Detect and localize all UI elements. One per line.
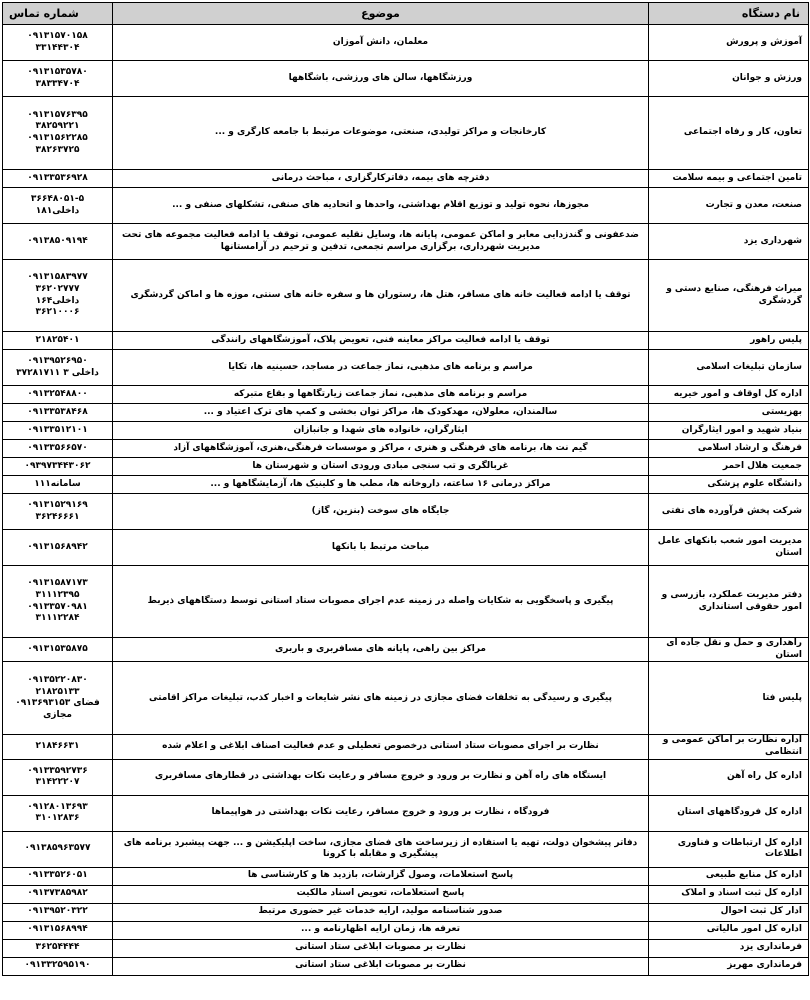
subject-cell: کارخانجات و مراکز تولیدی، صنعتی، موضوعات مرتبط با جامعه کارگری و ... [113, 97, 649, 170]
subject-cell: ایستگاه های راه آهن و نظارت بر ورود و خروج مسافر و رعایت نکات بهداشتی در قطارهای مسافربری [113, 759, 649, 795]
subject-cell: گیم نت ها، برنامه های فرهنگی و هنری ، مراکز و موسسات فرهنگی،هنری، آموزشگاههای آزاد [113, 440, 649, 458]
device-cell: تامین اجتماعی و بیمه سلامت [649, 170, 809, 188]
table-row [3, 97, 809, 170]
subject-cell: نظارت بر مصوبات ابلاغی ستاد استانی [113, 957, 649, 975]
header-device: نام دستگاه [649, 3, 809, 25]
contact-cell: ۰۹۱۳۷۳۸۵۹۸۲ [3, 885, 113, 903]
subject-cell: مراسم و برنامه های مذهبی، نماز جماعت در مساجد، حسینیه ها، تکایا [113, 350, 649, 386]
device-cell: فرهنگ و ارشاد اسلامی [649, 440, 809, 458]
contact-cell: ۰۹۱۳۱۵۸۳۹۷۷ ۳۶۲۰۲۷۷۷ داخلی۱۶۴ ۳۶۲۱۰۰۰۶ [3, 260, 113, 332]
table-row [3, 638, 809, 662]
header-subject: موضوع [113, 3, 649, 25]
contact-cell: ۰۹۱۳۸۵۰۹۱۹۴ [3, 224, 113, 260]
subject-cell: دفترچه های بیمه، دفاترکارگزاری ، مباحث درمانی [113, 170, 649, 188]
contact-cell: ۰۹۱۳۱۵۳۵۸۷۵ [3, 638, 113, 662]
contact-cell: ۳۶۲۵۴۴۴۴ [3, 939, 113, 957]
subject-cell: فرودگاه ، نظارت بر ورود و خروج مسافر، رعایت نکات بهداشتی در هواپیماها [113, 795, 649, 831]
header-contact: شماره تماس [3, 3, 113, 25]
contacts-table [2, 2, 809, 976]
contact-cell: ۰۹۱۳۱۵۸۷۱۷۳ ۳۱۱۱۲۳۹۵ ۰۹۱۳۳۵۷۰۹۸۱ ۳۱۱۱۲۲۸۴ [3, 566, 113, 638]
table-row [3, 260, 809, 332]
table-row [3, 494, 809, 530]
device-cell: ورزش و جوانان [649, 61, 809, 97]
contact-cell: ۳۶۶۴۸۰۵۱-۵ داخلی۱۸۱ [3, 188, 113, 224]
table-row [3, 476, 809, 494]
device-cell: اداره نظارت بر اماکن عمومی و انتظامی [649, 735, 809, 759]
contact-cell: ۰۹۱۳۱۵۶۸۹۴۲ [3, 530, 113, 566]
contact-cell: ۰۹۱۲۸۰۱۳۶۹۳ ۳۱۰۱۲۸۳۶ [3, 795, 113, 831]
subject-cell: دفاتر پیشخوان دولت، تهیه یا استفاده از زیرساخت های فضای مجازی، ساخت اپلیکیشن و ... جهت پیشبرد برنامه های پیشگیری و مقابله با کرونا [113, 831, 649, 867]
subject-cell: مجوزها، نحوه تولید و توزیع اقلام بهداشتی، واحدها و اتحادیه های صنفی، تشکلهای صنفی و ... [113, 188, 649, 224]
device-cell: آموزش و پرورش [649, 25, 809, 61]
subject-cell: جایگاه های سوخت (بنزین، گاز) [113, 494, 649, 530]
device-cell: شهرداری یزد [649, 224, 809, 260]
device-cell: ادار کل ثبت احوال [649, 903, 809, 921]
table-row [3, 662, 809, 735]
table-row [3, 885, 809, 903]
contact-cell: ۰۹۱۳۱۵۷۰۱۵۸ ۳۳۱۴۴۳۰۴ [3, 25, 113, 61]
subject-cell: پیگیری و رسیدگی به تخلفات فضای مجازی در زمینه های نشر شایعات و اخبار کذب، تبلیغات مراکز اقامتی [113, 662, 649, 735]
contacts-sheet [2, 2, 808, 976]
device-cell: فرمانداری مهریز [649, 957, 809, 975]
table-body [3, 25, 809, 976]
table-row [3, 795, 809, 831]
contact-cell: ۰۹۱۳۸۵۹۶۳۵۷۷ [3, 831, 113, 867]
subject-cell: معلمان، دانش آموزان [113, 25, 649, 61]
device-cell: اداره کل ثبت اسناد و املاک [649, 885, 809, 903]
contact-cell: ۰۹۱۳۳۵۹۲۷۳۶ ۳۱۴۲۲۲۰۷ [3, 759, 113, 795]
subject-cell: ورزشگاهها، سالن های ورزشی، باشگاهها [113, 61, 649, 97]
subject-cell: مباحث مرتبط با بانکها [113, 530, 649, 566]
subject-cell: نظارت بر اجرای مصوبات ستاد استانی درخصوص تعطیلی و عدم فعالیت اصناف ابلاغی و اعلام شده [113, 735, 649, 759]
contact-cell: ۰۹۱۳۳۵۶۶۵۷۰ [3, 440, 113, 458]
contact-cell: ۱۱۱سامانه [3, 476, 113, 494]
contact-cell: ۰۹۱۳۱۵۳۵۷۸۰ ۳۸۳۳۴۷۰۴ [3, 61, 113, 97]
subject-cell: ضدعفونی و گندزدایی معابر و اماکن عمومی، پایانه ها، وسایل نقلیه عمومی، توقف یا ادامه فعالیت مجموعه های تحت مدیریت شهرداری، برگزاری مراسم تجمعی، تدفین و ترحیم در آرامستانها [113, 224, 649, 260]
table-row [3, 25, 809, 61]
table-row [3, 350, 809, 386]
subject-cell: مراکز درمانی ۱۶ ساعته، داروخانه ها، مطب ها و کلینیک ها، آزمایشگاهها و ... [113, 476, 649, 494]
table-row [3, 422, 809, 440]
device-cell: اداره کل امور مالیاتی [649, 921, 809, 939]
table-row [3, 831, 809, 867]
contact-cell: ۰۹۱۳۱۵۲۹۱۶۹ ۳۶۲۴۶۶۶۱ [3, 494, 113, 530]
device-cell: راهداری و حمل و نقل جاده ای استان [649, 638, 809, 662]
table-row [3, 867, 809, 885]
table-row [3, 939, 809, 957]
contact-cell: ۲۱۸۴۶۶۳۱ [3, 735, 113, 759]
device-cell: دانشگاه علوم پزشکی [649, 476, 809, 494]
table-row [3, 957, 809, 975]
contact-cell: ۰۹۱۳۳۲۵۹۵۱۹۰ [3, 957, 113, 975]
table-row [3, 759, 809, 795]
contact-cell: ۰۹۱۳۳۵۱۲۱۰۱ [3, 422, 113, 440]
device-cell: اداره کل اوقاف و امور خیریه [649, 386, 809, 404]
table-row [3, 386, 809, 404]
device-cell: اداره کل راه آهن [649, 759, 809, 795]
device-cell: بهزیستی [649, 404, 809, 422]
device-cell: اداره کل منابع طبیعی [649, 867, 809, 885]
subject-cell: سالمندان، معلولان، مهدکودک ها، مراکز توان بخشی و کمپ های ترک اعتیاد و ... [113, 404, 649, 422]
device-cell: فرمانداری یزد [649, 939, 809, 957]
contact-cell: ۰۹۱۳۵۲۲۰۸۳۰ ۲۱۸۲۵۱۳۳ ۰۹۱۳۶۹۳۱۵۳ فضای مجازی [3, 662, 113, 735]
device-cell: مدیریت امور شعب بانکهای عامل استان [649, 530, 809, 566]
contact-cell: ۰۹۳۹۷۳۴۴۳۰۶۲ [3, 458, 113, 476]
subject-cell: مراسم و برنامه های مذهبی، نماز جماعت زیارتگاهها و بقاع متبرکه [113, 386, 649, 404]
table-row [3, 188, 809, 224]
contact-cell: ۰۹۱۳۳۵۳۶۹۲۸ [3, 170, 113, 188]
device-cell: دفتر مدیریت عملکرد، بازرسی و امور حقوقی استانداری [649, 566, 809, 638]
table-row [3, 332, 809, 350]
device-cell: پلیس راهور [649, 332, 809, 350]
table-row [3, 224, 809, 260]
device-cell: اداره کل فرودگاههای استان [649, 795, 809, 831]
table-row [3, 921, 809, 939]
table-row [3, 530, 809, 566]
table-row [3, 735, 809, 759]
table-row [3, 170, 809, 188]
subject-cell: توقف یا ادامه فعالیت خانه های مسافر، هتل ها، رستوران ها و سفره خانه های سنتی، موزه ها و اماکن گردشگری [113, 260, 649, 332]
device-cell: میراث فرهنگی، صنایع دستی و گردشگری [649, 260, 809, 332]
header-row [3, 3, 809, 25]
table-row [3, 566, 809, 638]
contact-cell: ۰۹۱۳۲۵۴۸۸۰۰ [3, 386, 113, 404]
subject-cell: پیگیری و پاسخگویی به شکایات واصله در زمینه عدم اجرای مصوبات ستاد استانی توسط دستگاههای ذیربط [113, 566, 649, 638]
subject-cell: پاسخ استعلامات، تعویض اسناد مالکیت [113, 885, 649, 903]
subject-cell: توقف یا ادامه فعالیت مراکز معاینه فنی، تعویض پلاک، آموزشگاههای رانندگی [113, 332, 649, 350]
device-cell: شرکت پخش فرآورده های نفتی [649, 494, 809, 530]
device-cell: تعاون، کار و رفاه اجتماعی [649, 97, 809, 170]
device-cell: اداره کل ارتباطات و فناوری اطلاعات [649, 831, 809, 867]
contact-cell: ۰۹۱۳۱۵۷۶۳۹۵ ۳۸۲۵۹۲۲۱ ۰۹۱۳۱۵۶۲۲۸۵ ۳۸۲۶۳۷۲۵ [3, 97, 113, 170]
contact-cell: ۰۹۱۳۳۵۲۶۰۵۱ [3, 867, 113, 885]
device-cell: سازمان تبلیغات اسلامی [649, 350, 809, 386]
table-row [3, 404, 809, 422]
contact-cell: ۲۱۸۲۵۴۰۱ [3, 332, 113, 350]
table-row [3, 458, 809, 476]
subject-cell: تعرفه ها، زمان ارایه اظهارنامه و ... [113, 921, 649, 939]
subject-cell: غربالگری و تب سنجی مبادی ورودی استان و شهرستان ها [113, 458, 649, 476]
subject-cell: مراکز بین راهی، پایانه های مسافربری و باربری [113, 638, 649, 662]
device-cell: بنیاد شهید و امور ایثارگران [649, 422, 809, 440]
contact-cell: ۰۹۱۳۹۵۲۰۳۲۲ [3, 903, 113, 921]
device-cell: جمعیت هلال احمر [649, 458, 809, 476]
subject-cell: ایثارگران، خانواده های شهدا و جانبازان [113, 422, 649, 440]
table-row [3, 61, 809, 97]
contact-cell: ۰۹۱۳۱۵۶۸۹۹۴ [3, 921, 113, 939]
device-cell: صنعت، معدن و تجارت [649, 188, 809, 224]
subject-cell: نظارت بر مصوبات ابلاغی ستاد استانی [113, 939, 649, 957]
contact-cell: ۰۹۱۳۳۵۳۸۴۶۸ [3, 404, 113, 422]
table-row [3, 440, 809, 458]
device-cell: پلیس فتا [649, 662, 809, 735]
contact-cell: ۰۹۱۳۹۵۲۶۹۵۰ ۳۷۲۸۱۷۱۱ داخلی ۳ [3, 350, 113, 386]
subject-cell: صدور شناسنامه مولید، ارایه خدمات غیر حضوری مرتبط [113, 903, 649, 921]
subject-cell: پاسخ استعلامات، وصول گزارشات، بازدید ها و کارشناسی ها [113, 867, 649, 885]
table-row [3, 903, 809, 921]
